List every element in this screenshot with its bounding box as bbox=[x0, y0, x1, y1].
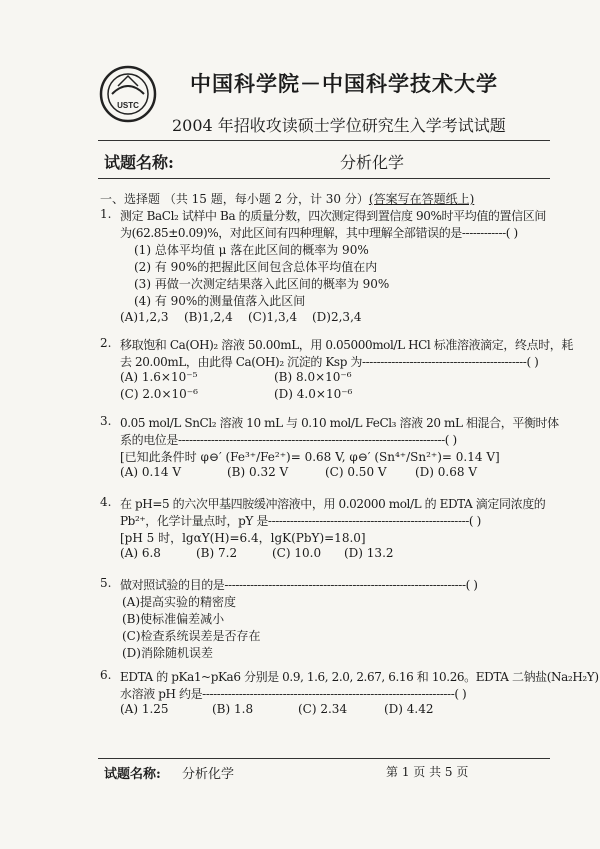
question-text-line: 测定 BaCl₂ 试样中 Ba 的质量分数，四次测定得到置信度 90%时平均值的置信区间 bbox=[120, 209, 546, 223]
page-number: 第 1 页 共 5 页 bbox=[386, 765, 469, 779]
option-b: (B)使标准偏差减小 bbox=[122, 612, 225, 626]
exam-title: 2004 年招收攻读硕士学位研究生入学考试试题 bbox=[172, 116, 506, 135]
option-d: (D) 4.0×10⁻⁶ bbox=[274, 387, 353, 401]
footer-subject-name: 分析化学 bbox=[182, 767, 235, 782]
option-a: (A) 1.25 bbox=[120, 702, 169, 716]
university-logo bbox=[98, 64, 158, 124]
statement: (1) 总体平均值 μ 落在此区间的概率为 90% bbox=[134, 243, 369, 257]
statement: (4) 有 90%的测量值落入此区间 bbox=[134, 294, 306, 308]
option-b: (B)1,2,4 bbox=[184, 310, 233, 324]
question-text-line: 做对照试验的目的是------------------------------------------------------------------( ) bbox=[120, 578, 478, 592]
question-number: 1. bbox=[100, 207, 112, 221]
question-number: 2. bbox=[100, 336, 112, 350]
question-text-line: 水溶液 pH 约是---------------------------------------------------------------------( ) bbox=[120, 687, 467, 701]
option-a: (A)提高实验的精密度 bbox=[122, 595, 237, 609]
question-number: 6. bbox=[100, 668, 112, 682]
statement: (2) 有 90%的把握此区间包含总体平均值在内 bbox=[134, 260, 378, 274]
option-c: (C)1,3,4 bbox=[248, 310, 298, 324]
option-d: (D)消除随机误差 bbox=[122, 646, 213, 660]
option-a: (A)1,2,3 bbox=[120, 310, 169, 324]
question-text-line: [已知此条件时 φ⊖′ (Fe³⁺/Fe²⁺)= 0.68 V, φ⊖′ (Sn⁴⁺/Sn²⁺)= 0.14 V] bbox=[120, 450, 500, 464]
header-divider bbox=[98, 140, 550, 141]
option-d: (D) 4.42 bbox=[384, 702, 434, 716]
question-text-line: 为(62.85±0.09)%，对此区间有四种理解，其中理解全部错误的是------------( ) bbox=[120, 226, 518, 240]
option-a: (A) 6.8 bbox=[120, 546, 161, 560]
question-number: 3. bbox=[100, 414, 112, 428]
university-name: 中国科学院－中国科学技术大学 bbox=[190, 71, 498, 96]
option-c: (C)检查系统误差是否存在 bbox=[122, 629, 261, 643]
question-number: 5. bbox=[100, 576, 112, 590]
option-d: (D)2,3,4 bbox=[312, 310, 362, 324]
option-c: (C) 10.0 bbox=[272, 546, 322, 560]
subject-row bbox=[104, 150, 544, 176]
option-d: (D) 13.2 bbox=[344, 546, 394, 560]
question-text-line: 在 pH=5 的六次甲基四胺缓冲溶液中，用 0.02000 mol/L 的 EDTA 滴定同浓度的 bbox=[120, 497, 546, 511]
question-text-line: 去 20.00mL，由此得 Ca(OH)₂ 沉淀的 Ksp 为---------------------------------------------( ) bbox=[120, 355, 539, 369]
option-d: (D) 0.68 V bbox=[415, 465, 477, 479]
subject-divider bbox=[98, 178, 550, 179]
section-heading-text: 一、选择题 （共 15 题，每小题 2 分，计 30 分） bbox=[100, 192, 369, 206]
option-b: (B) 7.2 bbox=[196, 546, 238, 560]
option-a: (A) 0.14 V bbox=[120, 465, 182, 479]
question-text-line: EDTA 的 pKa1~pKa6 分别是 0.9, 1.6, 2.0, 2.67, 6.16 和 10.26。EDTA 二钠盐(Na₂H₂Y) bbox=[120, 670, 599, 684]
statement: (3) 再做一次测定结果落入此区间的概率为 90% bbox=[134, 277, 390, 291]
section-note: (答案写在答题纸上) bbox=[368, 192, 475, 206]
question-number: 4. bbox=[100, 495, 112, 509]
question-text-line: [pH 5 时，lgαY(H)=6.4，lgK(PbY)=18.0] bbox=[120, 531, 366, 545]
question-text-line: 移取饱和 Ca(OH)₂ 溶液 50.00mL，用 0.05000mol/L HCl 标准溶液滴定，终点时，耗 bbox=[120, 338, 573, 352]
subject-label: 试题名称: bbox=[104, 153, 174, 172]
section-heading bbox=[100, 190, 474, 207]
subject-name: 分析化学 bbox=[340, 153, 405, 172]
option-a: (A) 1.6×10⁻⁵ bbox=[120, 370, 198, 384]
footer-subject-label: 试题名称: bbox=[104, 767, 161, 782]
option-b: (B) 1.8 bbox=[212, 702, 254, 716]
option-b: (B) 0.32 V bbox=[227, 465, 289, 479]
option-b: (B) 8.0×10⁻⁶ bbox=[274, 370, 352, 384]
question-text-line: 0.05 mol/L SnCl₂ 溶液 10 mL 与 0.10 mol/L FeCl₃ 溶液 20 mL 相混合，平衡时体 bbox=[120, 416, 559, 430]
option-c: (C) 0.50 V bbox=[325, 465, 387, 479]
option-c: (C) 2.34 bbox=[298, 702, 348, 716]
logo-text: USTC bbox=[117, 101, 139, 110]
question-text-line: Pb²⁺，化学计量点时，pY 是-------------------------------------------------------( ) bbox=[120, 514, 481, 528]
footer-divider bbox=[98, 758, 550, 759]
option-c: (C) 2.0×10⁻⁶ bbox=[120, 387, 198, 401]
question-text-line: 系的电位是-------------------------------------------------------------------------( ) bbox=[120, 433, 457, 447]
